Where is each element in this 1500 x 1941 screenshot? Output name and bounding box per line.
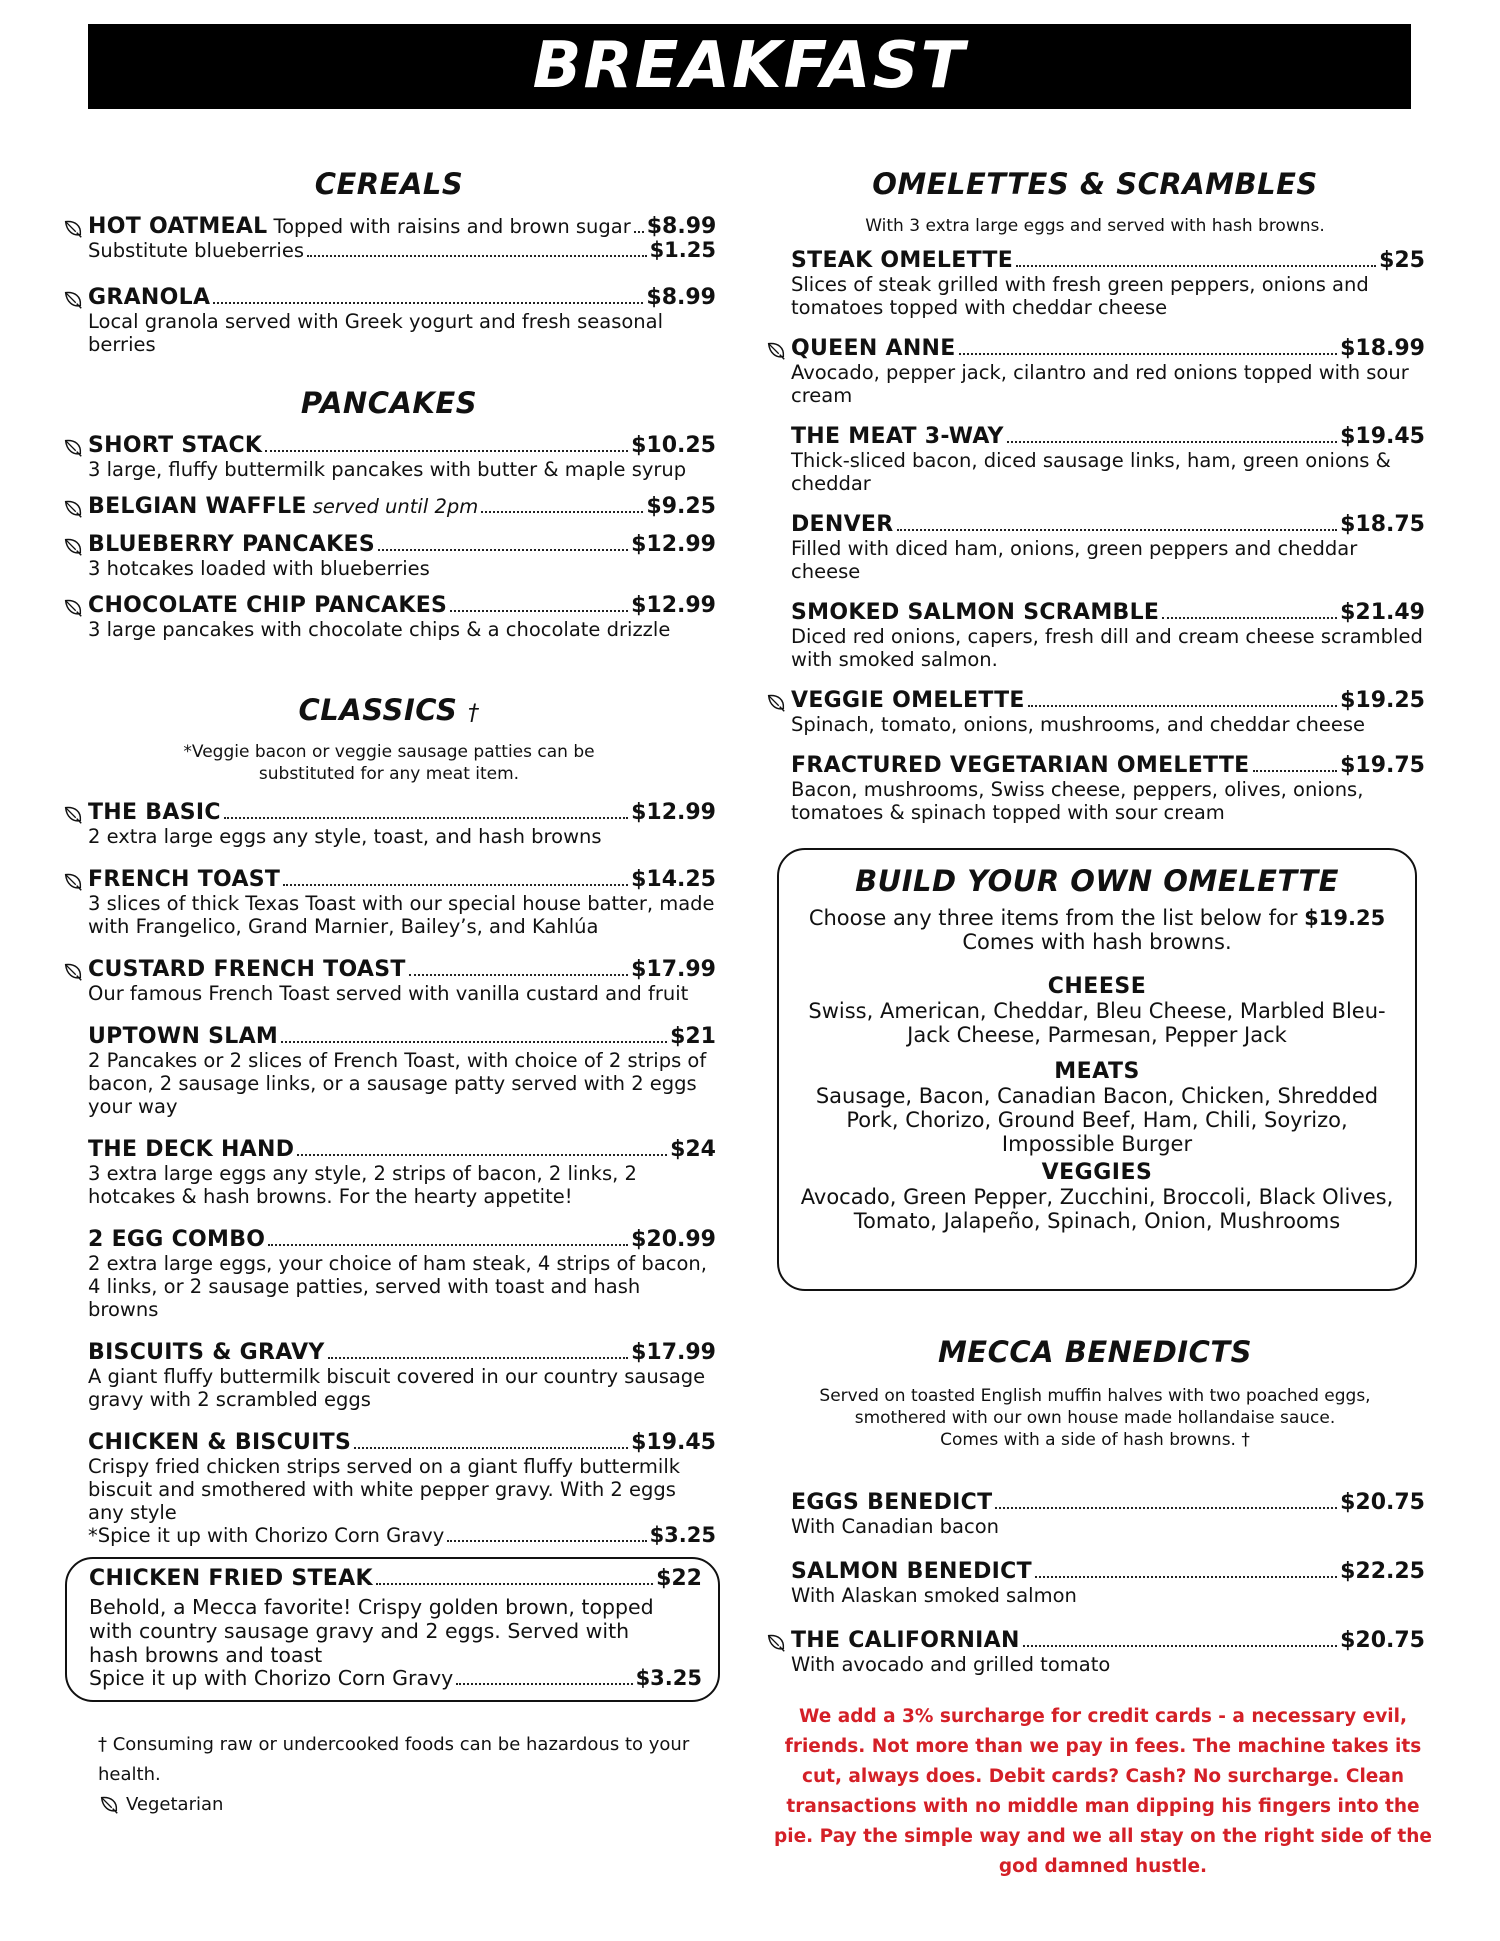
menu-item-name: CHICKEN & BISCUITS bbox=[88, 1430, 352, 1455]
build-intro-text: Choose any three items from the list below for bbox=[808, 906, 1298, 930]
menu-item bbox=[62, 434, 716, 481]
menu-item bbox=[62, 868, 716, 938]
menu-item-line bbox=[88, 1025, 716, 1049]
meats-options: Sausage, Bacon, Canadian Bacon, Chicken, Shredded Pork, Chorizo, Ground Beef, Ham, Chili, Soyrizo, Impossible Burger bbox=[815, 1084, 1379, 1156]
menu-item bbox=[765, 249, 1425, 319]
build-your-own-box bbox=[777, 848, 1417, 1291]
menu-item-price: $9.25 bbox=[646, 494, 716, 519]
menu-item-name: QUEEN ANNE bbox=[791, 336, 956, 361]
leaf-icon bbox=[62, 498, 84, 520]
menu-item-price: $12.99 bbox=[631, 593, 716, 618]
menu-item-description: Our famous French Toast served with vanilla custard and fruit bbox=[88, 982, 689, 1005]
menu-item-name: FRENCH TOAST bbox=[88, 867, 281, 892]
menu-item-line bbox=[89, 1567, 702, 1591]
dot-leader bbox=[1023, 1645, 1337, 1647]
menu-item-line bbox=[88, 495, 716, 519]
dot-leader bbox=[1162, 617, 1337, 619]
menu-item-description: Diced red onions, capers, fresh dill and cream cheese scrambled with smoked salmon. bbox=[791, 625, 1423, 671]
cereals-list bbox=[62, 215, 716, 356]
menu-item-name: SALMON BENEDICT bbox=[791, 1559, 1032, 1584]
menu-item-price: $21.49 bbox=[1340, 600, 1425, 625]
menu-item-description: Bacon, mushrooms, Swiss cheese, peppers, olives, onions, tomatoes & spinach topped with sour cream bbox=[791, 778, 1364, 824]
vegetarian-label: Vegetarian bbox=[126, 1794, 224, 1815]
classics-title-text: CLASSICS bbox=[298, 693, 458, 727]
menu-item-line bbox=[88, 215, 716, 239]
build-your-own-intro bbox=[799, 906, 1395, 930]
menu-item-name: BLUEBERRY PANCAKES bbox=[88, 532, 375, 557]
menu-item-line bbox=[791, 249, 1425, 273]
menu-item-description: 3 large pancakes with chocolate chips & a chocolate drizzle bbox=[88, 618, 671, 641]
menu-item bbox=[62, 801, 716, 848]
menu-item bbox=[765, 1560, 1425, 1607]
leaf-icon bbox=[765, 340, 787, 362]
menu-item-inline-note: served until 2pm bbox=[312, 495, 479, 518]
menu-item-line bbox=[88, 286, 716, 310]
menu-item-price: $8.99 bbox=[646, 285, 716, 310]
menu-item-inline-note: Topped with raisins and brown sugar bbox=[273, 215, 631, 238]
menu-item-name: FRACTURED VEGETARIAN OMELETTE bbox=[791, 753, 1250, 778]
menu-item-line bbox=[791, 425, 1425, 449]
dot-leader bbox=[1253, 770, 1338, 772]
menu-item bbox=[765, 337, 1425, 407]
classics-list bbox=[62, 801, 716, 1547]
menu-item-price: $18.99 bbox=[1340, 336, 1425, 361]
menu-item-name: CUSTARD FRENCH TOAST bbox=[88, 957, 406, 982]
dot-leader bbox=[897, 529, 1338, 531]
featured-item-description: Behold, a Mecca favorite! Crispy golden brown, topped with country sausage gravy and 2 eggs. Served with hash browns and toast bbox=[89, 1595, 654, 1667]
leaf-icon bbox=[62, 437, 84, 459]
menu-item-name: VEGGIE OMELETTE bbox=[791, 688, 1025, 713]
menu-item-line bbox=[791, 1629, 1425, 1653]
left-column bbox=[62, 150, 716, 1820]
dot-leader bbox=[265, 450, 628, 452]
menu-item-price: $19.45 bbox=[1340, 424, 1425, 449]
veggies-options: Avocado, Green Pepper, Zucchini, Broccoli, Black Olives, Tomato, Jalapeño, Spinach, Onion, Mushrooms bbox=[800, 1185, 1394, 1233]
menu-item-description: With avocado and grilled tomato bbox=[791, 1653, 1111, 1676]
benedicts-note bbox=[765, 1385, 1425, 1451]
menu-item bbox=[765, 513, 1425, 583]
menu-item-line bbox=[88, 868, 716, 892]
menu-item-name: SMOKED SALMON SCRAMBLE bbox=[791, 600, 1160, 625]
menu-item-name: THE DECK HAND bbox=[88, 1137, 295, 1162]
menu-item-name: 2 EGG COMBO bbox=[88, 1227, 266, 1252]
dot-leader bbox=[268, 1244, 628, 1246]
leaf-icon bbox=[765, 692, 787, 714]
menu-item bbox=[62, 1341, 716, 1411]
menu-item-description: Avocado, pepper jack, cilantro and red onions topped with sour cream bbox=[791, 361, 1409, 407]
dot-leader bbox=[409, 974, 628, 976]
leaf-icon bbox=[62, 961, 84, 983]
menu-item-name: THE CALIFORNIAN bbox=[791, 1628, 1020, 1653]
benedicts-note-line3: Comes with a side of hash browns. † bbox=[940, 1430, 1250, 1450]
dot-leader bbox=[297, 1154, 667, 1156]
menu-item-name: BELGIAN WAFFLE bbox=[88, 494, 307, 519]
menu-item-description: 3 hotcakes loaded with blueberries bbox=[88, 557, 430, 580]
menu-item-line bbox=[88, 434, 716, 458]
menu-item-line bbox=[88, 1138, 716, 1162]
menu-item-name: CHOCOLATE CHIP PANCAKES bbox=[88, 593, 448, 618]
menu-item-description: Thick-sliced bacon, diced sausage links, ham, green onions & cheddar bbox=[791, 449, 1391, 495]
menu-item-price: $12.99 bbox=[631, 800, 716, 825]
addon-text: *Spice it up with Chorizo Corn Gravy bbox=[88, 1524, 445, 1547]
menu-item-description: 3 large, fluffy buttermilk pancakes with butter & maple syrup bbox=[88, 458, 687, 481]
menu-item-line bbox=[791, 601, 1425, 625]
menu-item-price: $17.99 bbox=[631, 1340, 716, 1365]
dot-leader bbox=[450, 610, 628, 612]
dot-leader bbox=[378, 549, 628, 551]
dot-leader bbox=[328, 1357, 628, 1359]
dot-leader bbox=[1016, 265, 1376, 267]
featured-item-addon bbox=[89, 1667, 702, 1690]
vegetarian-footnote bbox=[98, 1790, 716, 1820]
menu-item-line bbox=[791, 513, 1425, 537]
menu-item bbox=[765, 689, 1425, 736]
menu-item-price: $18.75 bbox=[1340, 512, 1425, 537]
menu-item-description: With Canadian bacon bbox=[791, 1515, 999, 1538]
section-title-classics bbox=[62, 693, 716, 727]
menu-item-description: A giant fluffy buttermilk biscuit covered in our country sausage gravy with 2 scrambled eggs bbox=[88, 1365, 706, 1411]
menu-item-price: $20.99 bbox=[631, 1227, 716, 1252]
menu-item-price: $17.99 bbox=[631, 957, 716, 982]
menu-item-description: Crispy fried chicken strips served on a giant fluffy buttermilk biscuit and smothered with white pepper gravy. With 2 eggs any style bbox=[88, 1455, 681, 1524]
addon-text: Substitute blueberries bbox=[88, 239, 304, 262]
leaf-icon bbox=[62, 804, 84, 826]
dot-leader bbox=[1007, 441, 1337, 443]
menu-item-line bbox=[88, 1341, 716, 1365]
dot-leader bbox=[224, 817, 628, 819]
build-your-own-intro2: Comes with hash browns. bbox=[962, 930, 1232, 954]
menu-item-description: 3 extra large eggs any style, 2 strips of bacon, 2 links, 2 hotcakes & hash browns. For the hearty appetite! bbox=[88, 1162, 637, 1208]
dot-leader bbox=[281, 1041, 667, 1043]
addon-text: Spice it up with Chorizo Corn Gravy bbox=[89, 1666, 454, 1690]
menu-item bbox=[62, 286, 716, 356]
menu-item-addon bbox=[88, 1524, 716, 1547]
veggies-heading: VEGGIES bbox=[1041, 1160, 1153, 1185]
meats-heading: MEATS bbox=[1054, 1059, 1140, 1084]
dot-leader bbox=[481, 511, 643, 513]
section-title-pancakes: PANCAKES bbox=[300, 386, 478, 420]
menu-item bbox=[62, 1431, 716, 1547]
menu-item-name: THE BASIC bbox=[88, 800, 221, 825]
section-title-benedicts: MECCA BENEDICTS bbox=[937, 1335, 1253, 1369]
menu-item bbox=[765, 1629, 1425, 1676]
section-title-cereals: CEREALS bbox=[314, 167, 464, 201]
leaf-icon bbox=[62, 289, 84, 311]
menu-item bbox=[62, 215, 716, 262]
featured-item-box bbox=[65, 1557, 720, 1702]
menu-item bbox=[62, 1138, 716, 1208]
section-title-omelettes: OMELETTES & SCRAMBLES bbox=[872, 167, 1318, 201]
menu-item-price: $8.99 bbox=[646, 214, 717, 239]
menu-item-name: UPTOWN SLAM bbox=[88, 1024, 279, 1049]
menu-item-description: 2 extra large eggs any style, toast, and hash browns bbox=[88, 825, 602, 848]
footnotes bbox=[62, 1730, 716, 1820]
menu-item-description: Filled with diced ham, onions, green peppers and cheddar cheese bbox=[791, 537, 1358, 583]
menu-item-price: $24 bbox=[670, 1137, 716, 1162]
menu-item bbox=[765, 1491, 1425, 1538]
menu-item-price: $14.25 bbox=[631, 867, 716, 892]
menu-item bbox=[62, 594, 716, 641]
dot-leader bbox=[213, 302, 643, 304]
menu-item-line bbox=[791, 1491, 1425, 1515]
dot-leader bbox=[634, 231, 644, 233]
cheese-heading: CHEESE bbox=[1047, 974, 1147, 999]
dot-leader bbox=[1035, 1576, 1337, 1578]
menu-item-price: $19.25 bbox=[1340, 688, 1425, 713]
benedicts-list bbox=[765, 1491, 1425, 1676]
menu-item-price: $19.75 bbox=[1340, 753, 1425, 778]
menu-item-name: STEAK OMELETTE bbox=[791, 248, 1014, 273]
featured-item-name: CHICKEN FRIED STEAK bbox=[89, 1566, 373, 1591]
leaf-icon bbox=[98, 1794, 120, 1816]
addon-price: $3.25 bbox=[649, 1523, 716, 1547]
menu-item-name: GRANOLA bbox=[88, 285, 211, 310]
credit-card-surcharge-notice: We add a 3% surcharge for credit cards - a necessary evil, friends. Not more than we pay in fees. The machine takes its cut, always does. Debit cards? Cash? No surcharge. Clean transactions with no middle man dipping his fingers into the pie. Pay the simple way and we all stay on the right side of the god damned hustle. bbox=[774, 1706, 1432, 1877]
dagger-mark: † bbox=[467, 701, 480, 726]
menu-item-price: $19.45 bbox=[631, 1430, 716, 1455]
menu-item-description: With Alaskan smoked salmon bbox=[791, 1584, 1077, 1607]
menu-item-line bbox=[88, 1228, 716, 1252]
benedicts-note-line2: smothered with our own house made hollandaise sauce. bbox=[854, 1408, 1336, 1428]
menu-item bbox=[765, 601, 1425, 671]
featured-item-price: $22 bbox=[656, 1566, 702, 1591]
menu-item-line bbox=[791, 754, 1425, 778]
addon-price: $1.25 bbox=[649, 238, 716, 262]
pancakes-list bbox=[62, 434, 716, 641]
menu-item-line bbox=[791, 689, 1425, 713]
menu-item-description: 3 slices of thick Texas Toast with our special house batter, made with Frangelico, Grand Marnier, Bailey’s, and Kahlúa bbox=[88, 892, 715, 938]
menu-item-name: HOT OATMEAL bbox=[88, 214, 268, 239]
menu-item-name: BISCUITS & GRAVY bbox=[88, 1340, 325, 1365]
menu-item-line bbox=[88, 594, 716, 618]
dot-leader bbox=[447, 1540, 646, 1542]
addon-price: $3.25 bbox=[635, 1666, 702, 1690]
dot-leader bbox=[376, 1583, 653, 1585]
menu-item-line bbox=[791, 1560, 1425, 1584]
menu-item-name: EGGS BENEDICT bbox=[791, 1490, 993, 1515]
menu-item bbox=[62, 1228, 716, 1321]
dot-leader bbox=[456, 1683, 632, 1685]
dot-leader bbox=[995, 1507, 1337, 1509]
menu-item bbox=[62, 495, 716, 519]
menu-item-name: DENVER bbox=[791, 512, 894, 537]
build-price: $19.25 bbox=[1304, 906, 1386, 930]
menu-item-price: $10.25 bbox=[631, 433, 716, 458]
menu-item-price: $20.75 bbox=[1340, 1490, 1425, 1515]
leaf-icon bbox=[765, 1632, 787, 1654]
omelettes-list bbox=[765, 249, 1425, 824]
menu-item-name: SHORT STACK bbox=[88, 433, 263, 458]
dot-leader bbox=[1028, 705, 1337, 707]
leaf-icon bbox=[62, 871, 84, 893]
leaf-icon bbox=[62, 536, 84, 558]
menu-item-addon bbox=[88, 239, 716, 262]
menu-item-line bbox=[88, 801, 716, 825]
dot-leader bbox=[307, 255, 647, 257]
menu-item-line bbox=[88, 533, 716, 557]
menu-item-line bbox=[88, 958, 716, 982]
omelettes-note: With 3 extra large eggs and served with hash browns. bbox=[865, 216, 1325, 236]
menu-item-price: $22.25 bbox=[1340, 1559, 1425, 1584]
menu-item-name: THE MEAT 3-WAY bbox=[791, 424, 1004, 449]
right-column bbox=[765, 150, 1432, 1882]
menu-item bbox=[62, 958, 716, 1005]
menu-item-description: Local granola served with Greek yogurt and fresh seasonal berries bbox=[88, 310, 664, 356]
menu-item-description: Slices of steak grilled with fresh green peppers, onions and tomatoes topped with cheddar cheese bbox=[791, 273, 1369, 319]
menu-item bbox=[62, 533, 716, 580]
leaf-icon bbox=[62, 218, 84, 240]
menu-item-description: 2 Pancakes or 2 slices of French Toast, with choice of 2 strips of bacon, 2 sausage links, or a sausage patty served with 2 eggs your way bbox=[88, 1049, 707, 1118]
classics-note: *Veggie bacon or veggie sausage patties can be substituted for any meat item. bbox=[183, 742, 595, 784]
raw-food-footnote: † Consuming raw or undercooked foods can be hazardous to your health. bbox=[98, 1734, 690, 1785]
menu-item bbox=[765, 425, 1425, 495]
menu-item-line bbox=[791, 337, 1425, 361]
menu-item-price: $25 bbox=[1379, 248, 1425, 273]
menu-item-price: $12.99 bbox=[631, 532, 716, 557]
menu-item-description: 2 extra large eggs, your choice of ham steak, 4 strips of bacon, 4 links, or 2 sausage patties, served with toast and hash browns bbox=[88, 1252, 707, 1321]
menu-banner bbox=[88, 24, 1411, 109]
build-your-own-title: BUILD YOUR OWN OMELETTE bbox=[855, 864, 1339, 898]
dot-leader bbox=[959, 353, 1338, 355]
dot-leader bbox=[283, 884, 628, 886]
cheese-options: Swiss, American, Cheddar, Bleu Cheese, Marbled Bleu-Jack Cheese, Parmesan, Pepper Jack bbox=[808, 999, 1386, 1047]
menu-item bbox=[62, 1025, 716, 1118]
leaf-icon bbox=[62, 597, 84, 619]
menu-item-price: $21 bbox=[670, 1024, 716, 1049]
dot-leader bbox=[354, 1447, 628, 1449]
benedicts-note-line1: Served on toasted English muffin halves with two poached eggs, bbox=[819, 1386, 1371, 1406]
menu-item bbox=[765, 754, 1425, 824]
menu-item-price: $20.75 bbox=[1340, 1628, 1425, 1653]
menu-title: BREAKFAST bbox=[532, 29, 967, 103]
menu-item-line bbox=[88, 1431, 716, 1455]
menu-item-description: Spinach, tomato, onions, mushrooms, and cheddar cheese bbox=[791, 713, 1365, 736]
